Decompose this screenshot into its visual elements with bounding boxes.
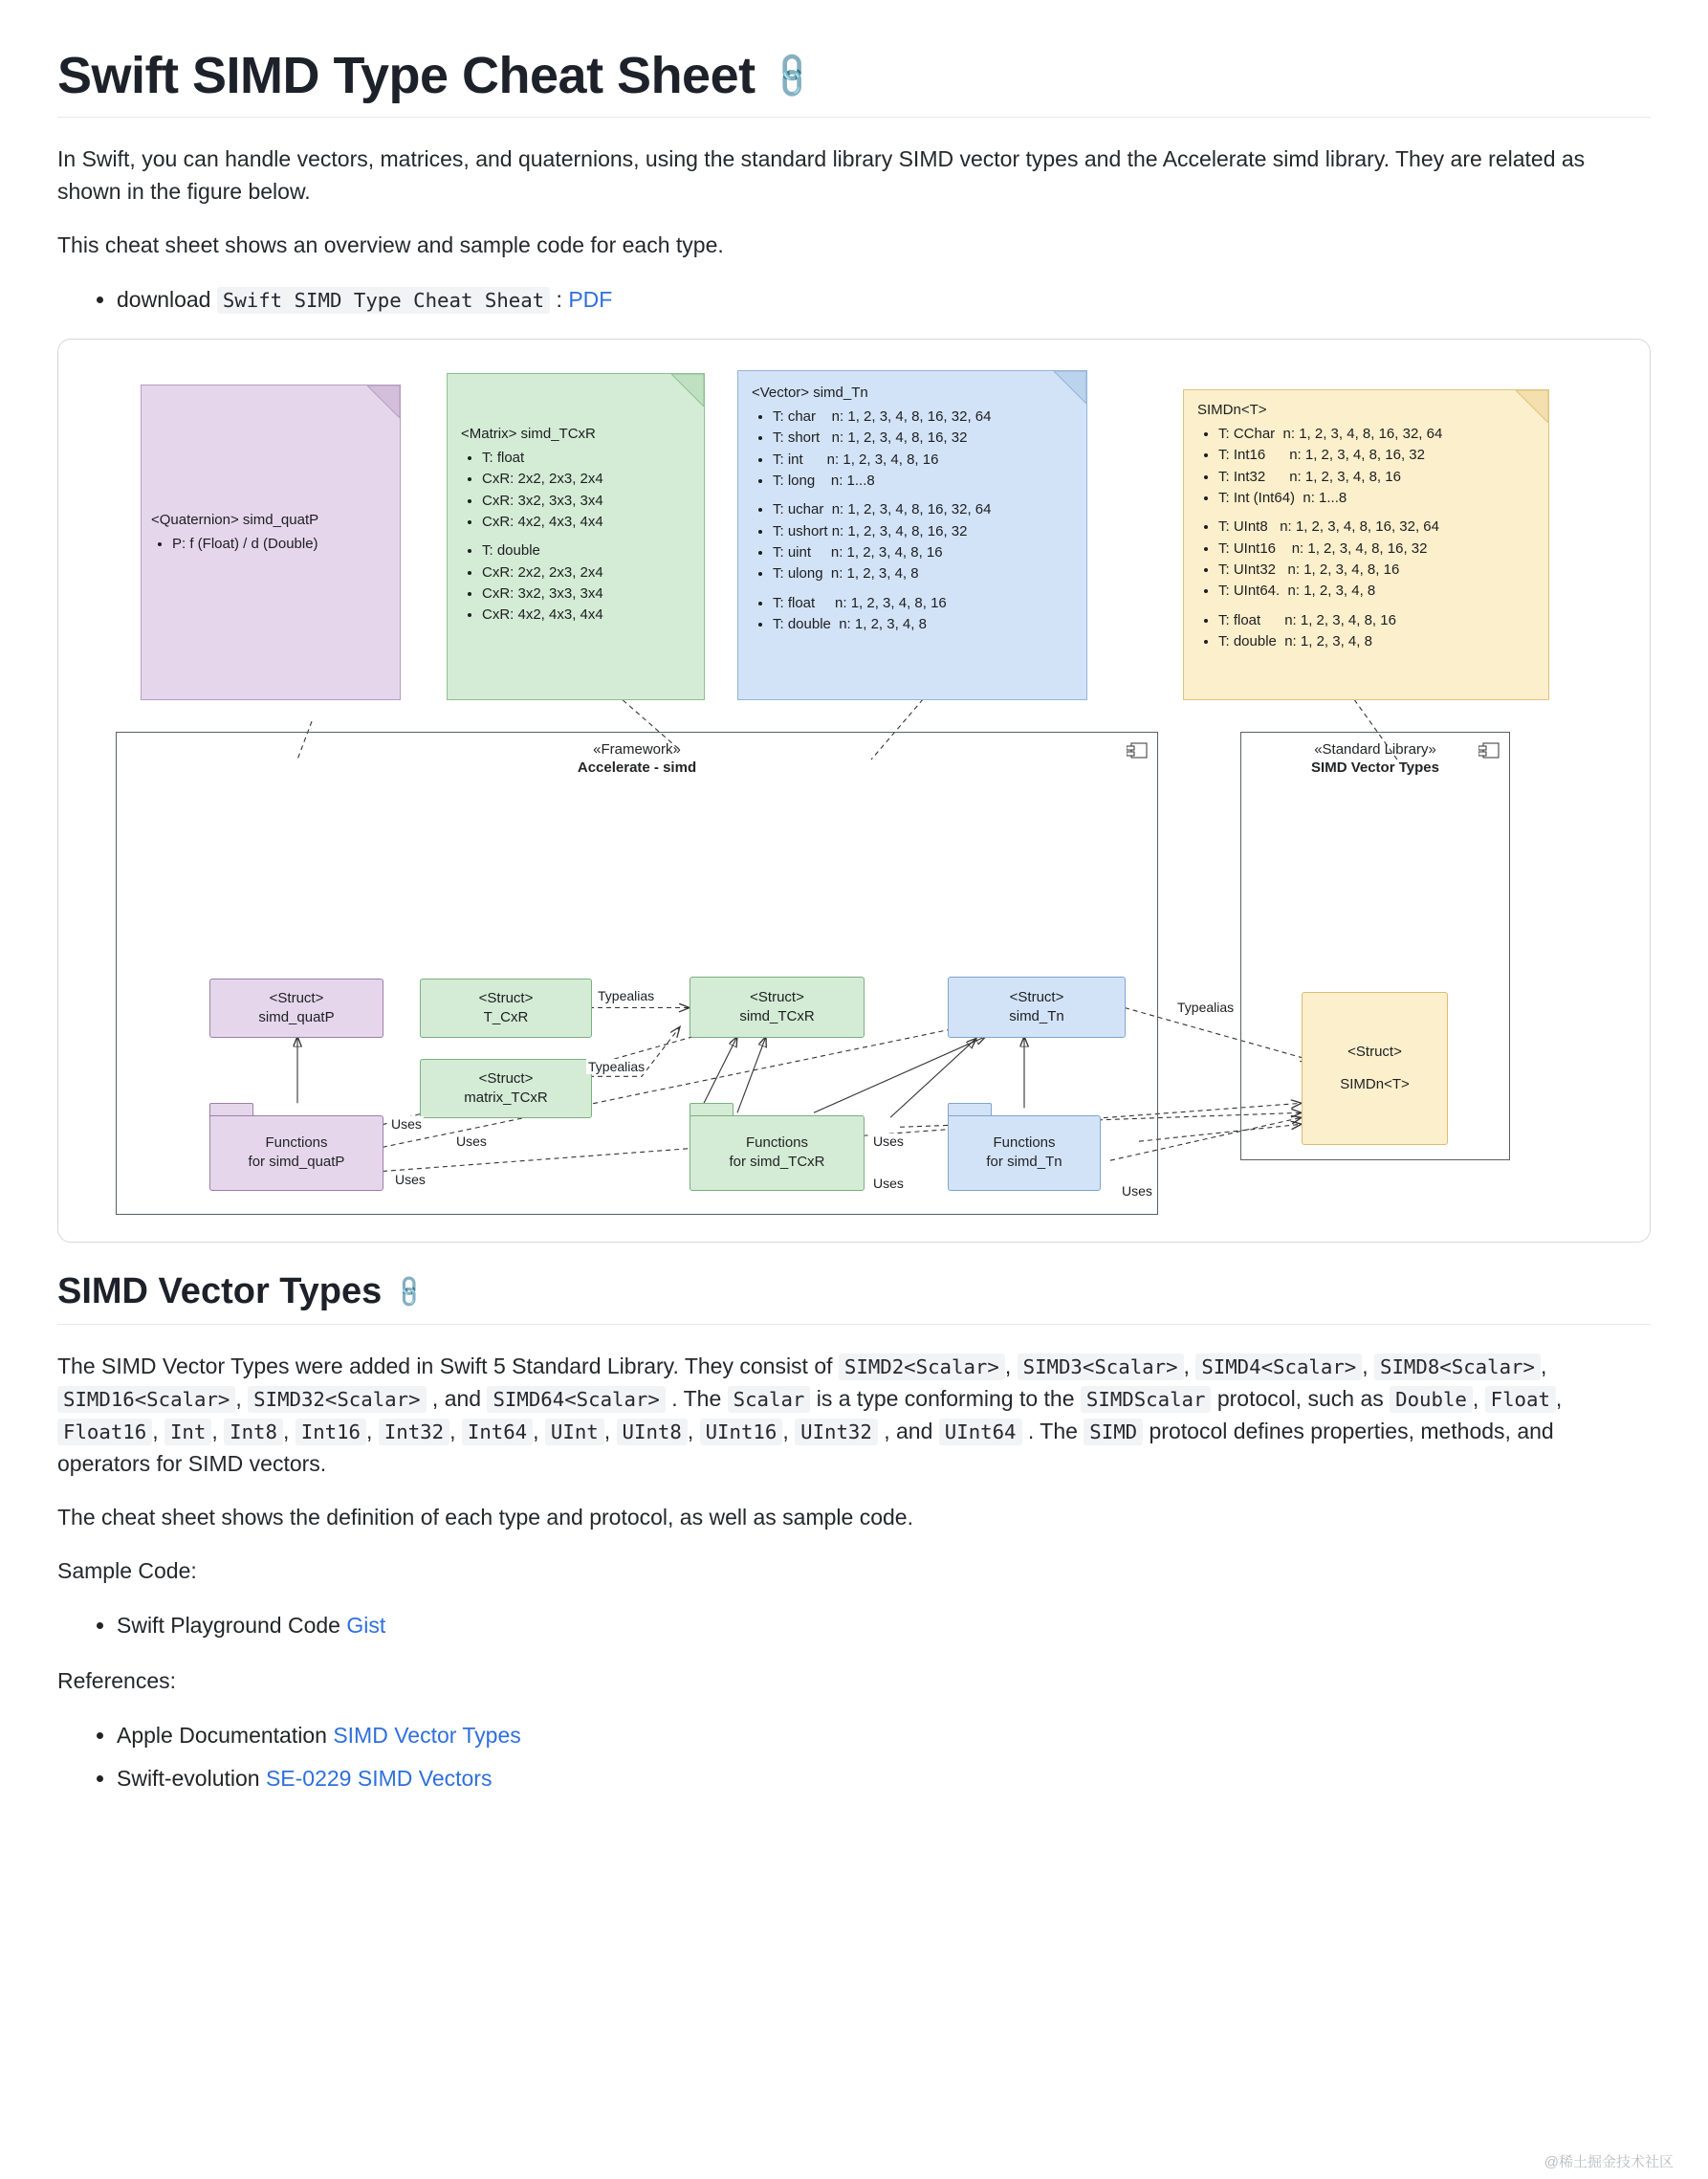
simd-description-paragraph (57, 1350, 1651, 1480)
quaternion-note-items (151, 534, 390, 554)
text-fragment: , (687, 1418, 700, 1443)
matrix-note-group-double (461, 540, 690, 625)
vector-note-group-signed (752, 407, 1073, 491)
references-label: References: (57, 1667, 177, 1693)
matrix-note-item: • CxR: 4x2, 4x3, 4x4 (482, 512, 690, 532)
sample-code-item-text: Swift Playground Code (117, 1613, 340, 1639)
title-divider (57, 117, 1651, 118)
simdn-note-item: • T: UInt8 n: 1, 2, 3, 4, 8, 16, 32, 64 (1218, 517, 1535, 537)
stdlib-name: SIMD Vector Types (1311, 759, 1439, 777)
package-body (690, 1115, 865, 1191)
framework-name: Accelerate - simd (577, 759, 697, 777)
component-icon (1478, 742, 1500, 759)
code-double: Double (1390, 1386, 1473, 1413)
code-simd16: SIMD16<Scalar> (57, 1386, 235, 1413)
simdn-note-item: • T: CChar n: 1, 2, 3, 4, 8, 16, 32, 64 (1218, 424, 1535, 444)
simdn-note-item: • T: UInt32 n: 1, 2, 3, 4, 8, 16 (1218, 560, 1535, 580)
text-fragment: , (533, 1418, 545, 1443)
section-divider (57, 1324, 1651, 1325)
matrix-note-item: • CxR: 2x2, 2x3, 2x4 (482, 562, 690, 583)
download-filename: Swift SIMD Type Cheat Sheat (217, 287, 550, 314)
sample-code-label: Sample Code: (57, 1558, 197, 1584)
edge-label-uses-5: Uses (873, 1175, 904, 1191)
struct-simd-tn[interactable] (948, 977, 1126, 1038)
code-scalar: Scalar (728, 1386, 811, 1413)
simdn-note-item: • T: UInt64. n: 1, 2, 3, 4, 8 (1218, 581, 1535, 601)
vector-note-item: • T: uchar n: 1, 2, 3, 4, 8, 16, 32, 64 (773, 499, 1073, 519)
package-tab (948, 1103, 992, 1116)
package-line-2: for simd_TCxR (729, 1154, 825, 1171)
simdn-note-group-unsigned (1197, 517, 1535, 601)
reference-item-text: Apple Documentation (117, 1722, 327, 1748)
edge-label-uses-3: Uses (395, 1171, 426, 1187)
se-0229-link[interactable]: SE-0229 SIMD Vectors (265, 1765, 493, 1791)
struct-simd-quatp[interactable] (209, 979, 383, 1038)
anchor-link-icon[interactable]: 🔗 (765, 49, 819, 102)
code-uint32: UInt32 (795, 1419, 878, 1445)
struct-simd-tcxr[interactable] (690, 977, 865, 1038)
struct-stereotype: <Struct> (1009, 988, 1064, 1005)
package-line-1: Functions (745, 1134, 809, 1152)
struct-t-cxr[interactable] (420, 979, 592, 1038)
references-list (57, 1718, 1651, 1796)
simdn-note-item: • T: double n: 1, 2, 3, 4, 8 (1218, 631, 1535, 651)
struct-stereotype: <Struct> (750, 988, 804, 1005)
matrix-note (447, 373, 705, 700)
framework-stereotype: «Framework» (593, 740, 681, 758)
cheatsheet-paragraph: The cheat sheet shows the definition of each type and protocol, as well as sample code. (57, 1505, 913, 1530)
standard-library-frame-label (1241, 740, 1509, 778)
sample-code-list (57, 1608, 1651, 1643)
struct-matrix-tcxr[interactable] (420, 1059, 592, 1118)
code-int16: Int16 (296, 1419, 366, 1445)
framework-frame-label (117, 740, 1157, 778)
simdn-note-item: • T: Int (Int64) n: 1...8 (1218, 488, 1535, 508)
struct-stereotype: <Struct> (1347, 1043, 1402, 1060)
matrix-note-item: • CxR: 2x2, 2x3, 2x4 (482, 469, 690, 489)
page-title (57, 46, 1651, 105)
struct-stereotype: <Struct> (269, 989, 324, 1006)
matrix-note-item: • CxR: 4x2, 4x3, 4x4 (482, 605, 690, 625)
code-simd2: SIMD2<Scalar> (839, 1354, 1005, 1380)
code-simd: SIMD (1084, 1419, 1143, 1445)
edge-label-uses-2: Uses (456, 1133, 487, 1149)
struct-name: SIMDn<T> (1340, 1075, 1410, 1092)
text-fragment: , (366, 1418, 379, 1443)
text-fragment: . The (665, 1385, 728, 1411)
reference-item-apple (117, 1718, 1651, 1753)
intro-paragraph-1: In Swift, you can handle vectors, matrices, and quaternions, using the standard library SIMD vector types and the Accelerate simd library. They are related as shown in the figure below. (57, 146, 1586, 205)
struct-name: matrix_TCxR (464, 1089, 548, 1106)
download-pdf-link[interactable]: PDF (568, 287, 613, 313)
edge-label-typealias-3: Typealias (1177, 999, 1235, 1015)
code-simd3: SIMD3<Scalar> (1018, 1354, 1184, 1380)
code-uint: UInt (545, 1419, 604, 1445)
text-fragment: , (1362, 1353, 1375, 1378)
package-functions-simd-tcxr[interactable] (690, 1103, 865, 1191)
vector-note-item: • T: float n: 1, 2, 3, 4, 8, 16 (773, 593, 1073, 613)
matrix-note-item: • T: double (482, 540, 690, 561)
quaternion-note-item: • P: f (Float) / d (Double) (172, 534, 390, 554)
simdn-note (1183, 389, 1549, 700)
simdn-note-item: • T: Int32 n: 1, 2, 3, 4, 8, 16 (1218, 467, 1535, 487)
code-simd64: SIMD64<Scalar> (487, 1386, 665, 1413)
package-tab (209, 1103, 253, 1116)
code-simd32: SIMD32<Scalar> (248, 1386, 426, 1413)
text-fragment: , (1472, 1385, 1485, 1411)
download-list-item (117, 282, 1651, 318)
component-icon (1127, 742, 1148, 759)
sample-code-item (117, 1608, 1651, 1643)
vector-note-title: <Vector> simd_Tn (752, 384, 868, 401)
package-functions-simd-quatp[interactable] (209, 1103, 383, 1191)
matrix-note-title: <Matrix> simd_TCxR (461, 425, 596, 442)
note-fold-icon (671, 374, 704, 407)
vector-note-item: • T: char n: 1, 2, 3, 4, 8, 16, 32, 64 (773, 407, 1073, 427)
text-fragment: protocol defines properties, methods, and operators for SIMD vectors. (57, 1418, 1554, 1476)
vector-note-item: • T: int n: 1, 2, 3, 4, 8, 16 (773, 450, 1073, 470)
text-fragment: , and (877, 1418, 939, 1443)
vector-note (737, 370, 1087, 700)
code-int32: Int32 (379, 1419, 449, 1445)
reference-item-text: Swift-evolution (117, 1765, 260, 1791)
simdn-note-item: • T: Int16 n: 1, 2, 3, 4, 8, 16, 32 (1218, 445, 1535, 465)
code-uint16: UInt16 (700, 1419, 783, 1445)
gist-link[interactable]: Gist (346, 1613, 386, 1639)
code-int: Int (164, 1419, 211, 1445)
text-fragment: , (1183, 1353, 1196, 1378)
vector-note-group-floating (752, 593, 1073, 635)
struct-name: simd_quatP (258, 1008, 335, 1025)
quaternion-note (141, 385, 401, 700)
simdn-note-item: • T: float n: 1, 2, 3, 4, 8, 16 (1218, 610, 1535, 630)
watermark: @稀土掘金技术社区 (1544, 2154, 1674, 2170)
package-functions-simd-tn[interactable] (948, 1103, 1101, 1191)
vector-note-item: • T: double n: 1, 2, 3, 4, 8 (773, 614, 1073, 634)
edge-label-uses-1: Uses (391, 1115, 422, 1132)
text-fragment: , and (426, 1385, 488, 1411)
package-line-1: Functions (993, 1134, 1056, 1152)
code-int8: Int8 (224, 1419, 283, 1445)
download-separator: : (556, 287, 562, 313)
struct-name: simd_Tn (1009, 1007, 1064, 1024)
struct-name: T_CxR (483, 1008, 529, 1025)
text-fragment: is a type conforming to the (810, 1385, 1081, 1411)
vector-note-item: • T: ulong n: 1, 2, 3, 4, 8 (773, 563, 1073, 583)
section-heading-simd-vector-types (57, 1271, 1651, 1312)
package-line-2: for simd_Tn (986, 1154, 1062, 1171)
stdlib-stereotype: «Standard Library» (1314, 740, 1436, 758)
code-float: Float (1485, 1386, 1556, 1413)
code-simd4: SIMD4<Scalar> (1195, 1354, 1362, 1380)
text-fragment: , (449, 1418, 462, 1443)
apple-docs-link[interactable]: SIMD Vector Types (333, 1722, 521, 1748)
download-list (57, 282, 1651, 318)
matrix-note-item: • CxR: 3x2, 3x3, 3x4 (482, 583, 690, 604)
code-simdscalar: SIMDScalar (1081, 1386, 1212, 1413)
vector-note-group-unsigned (752, 499, 1073, 583)
text-fragment: , (282, 1418, 296, 1443)
text-fragment: The SIMD Vector Types were added in Swift 5 Standard Library. They consist of (57, 1353, 839, 1378)
vector-note-item: • T: short n: 1, 2, 3, 4, 8, 16, 32 (773, 428, 1073, 448)
simdn-note-title: SIMDn<T> (1197, 401, 1267, 418)
matrix-note-group-float (461, 448, 690, 532)
matrix-note-item: • T: float (482, 448, 690, 468)
text-fragment: , (235, 1385, 249, 1411)
edge-label-typealias-2: Typealias (588, 1058, 646, 1074)
text-fragment: protocol, such as (1211, 1385, 1390, 1411)
edge-label-typealias-1: Typealias (598, 987, 655, 1003)
note-fold-icon (367, 385, 400, 418)
simdn-note-item: • T: UInt16 n: 1, 2, 3, 4, 8, 16, 32 (1218, 539, 1535, 559)
text-fragment: , (1004, 1353, 1018, 1378)
code-int64: Int64 (462, 1419, 533, 1445)
reference-item-swift-evolution (117, 1761, 1651, 1796)
quaternion-note-title: <Quaternion> simd_quatP (151, 511, 319, 528)
text-fragment: , (152, 1418, 164, 1443)
download-label: download (117, 287, 211, 313)
package-line-1: Functions (265, 1134, 328, 1152)
page-title-text: Swift SIMD Type Cheat Sheet (57, 47, 755, 104)
section-heading-text: SIMD Vector Types (57, 1270, 383, 1311)
struct-simdn-t[interactable] (1302, 992, 1448, 1145)
code-uint8: UInt8 (617, 1419, 688, 1445)
edge-label-uses-6: Uses (1122, 1182, 1152, 1199)
package-line-2: for simd_quatP (248, 1154, 345, 1171)
vector-note-item: • T: ushort n: 1, 2, 3, 4, 8, 16, 32 (773, 521, 1073, 541)
package-body (948, 1115, 1101, 1191)
simdn-note-group-floating (1197, 610, 1535, 652)
vector-note-item: • T: long n: 1...8 (773, 471, 1073, 491)
text-fragment: . The (1021, 1418, 1084, 1443)
architecture-figure (57, 339, 1651, 1243)
struct-stereotype: <Struct> (478, 989, 534, 1006)
intro-paragraph-2: This cheat sheet shows an overview and sample code for each type. (57, 232, 724, 258)
simdn-note-group-signed (1197, 424, 1535, 508)
edge-label-uses-4: Uses (873, 1133, 904, 1149)
matrix-note-item: • CxR: 3x2, 3x3, 3x4 (482, 491, 690, 511)
package-tab (690, 1103, 734, 1116)
package-body (209, 1115, 383, 1191)
code-uint64: UInt64 (939, 1419, 1022, 1445)
struct-name: simd_TCxR (739, 1007, 815, 1024)
anchor-link-icon[interactable]: 🔗 (390, 1272, 428, 1310)
text-fragment: , (603, 1418, 617, 1443)
text-fragment: , (1540, 1353, 1547, 1378)
text-fragment: , (211, 1418, 225, 1443)
vector-note-item: • T: uint n: 1, 2, 3, 4, 8, 16 (773, 542, 1073, 562)
text-fragment: , (782, 1418, 796, 1443)
code-simd8: SIMD8<Scalar> (1374, 1354, 1541, 1380)
struct-stereotype: <Struct> (478, 1069, 534, 1087)
code-float16: Float16 (57, 1419, 152, 1445)
text-fragment: , (1555, 1385, 1563, 1411)
